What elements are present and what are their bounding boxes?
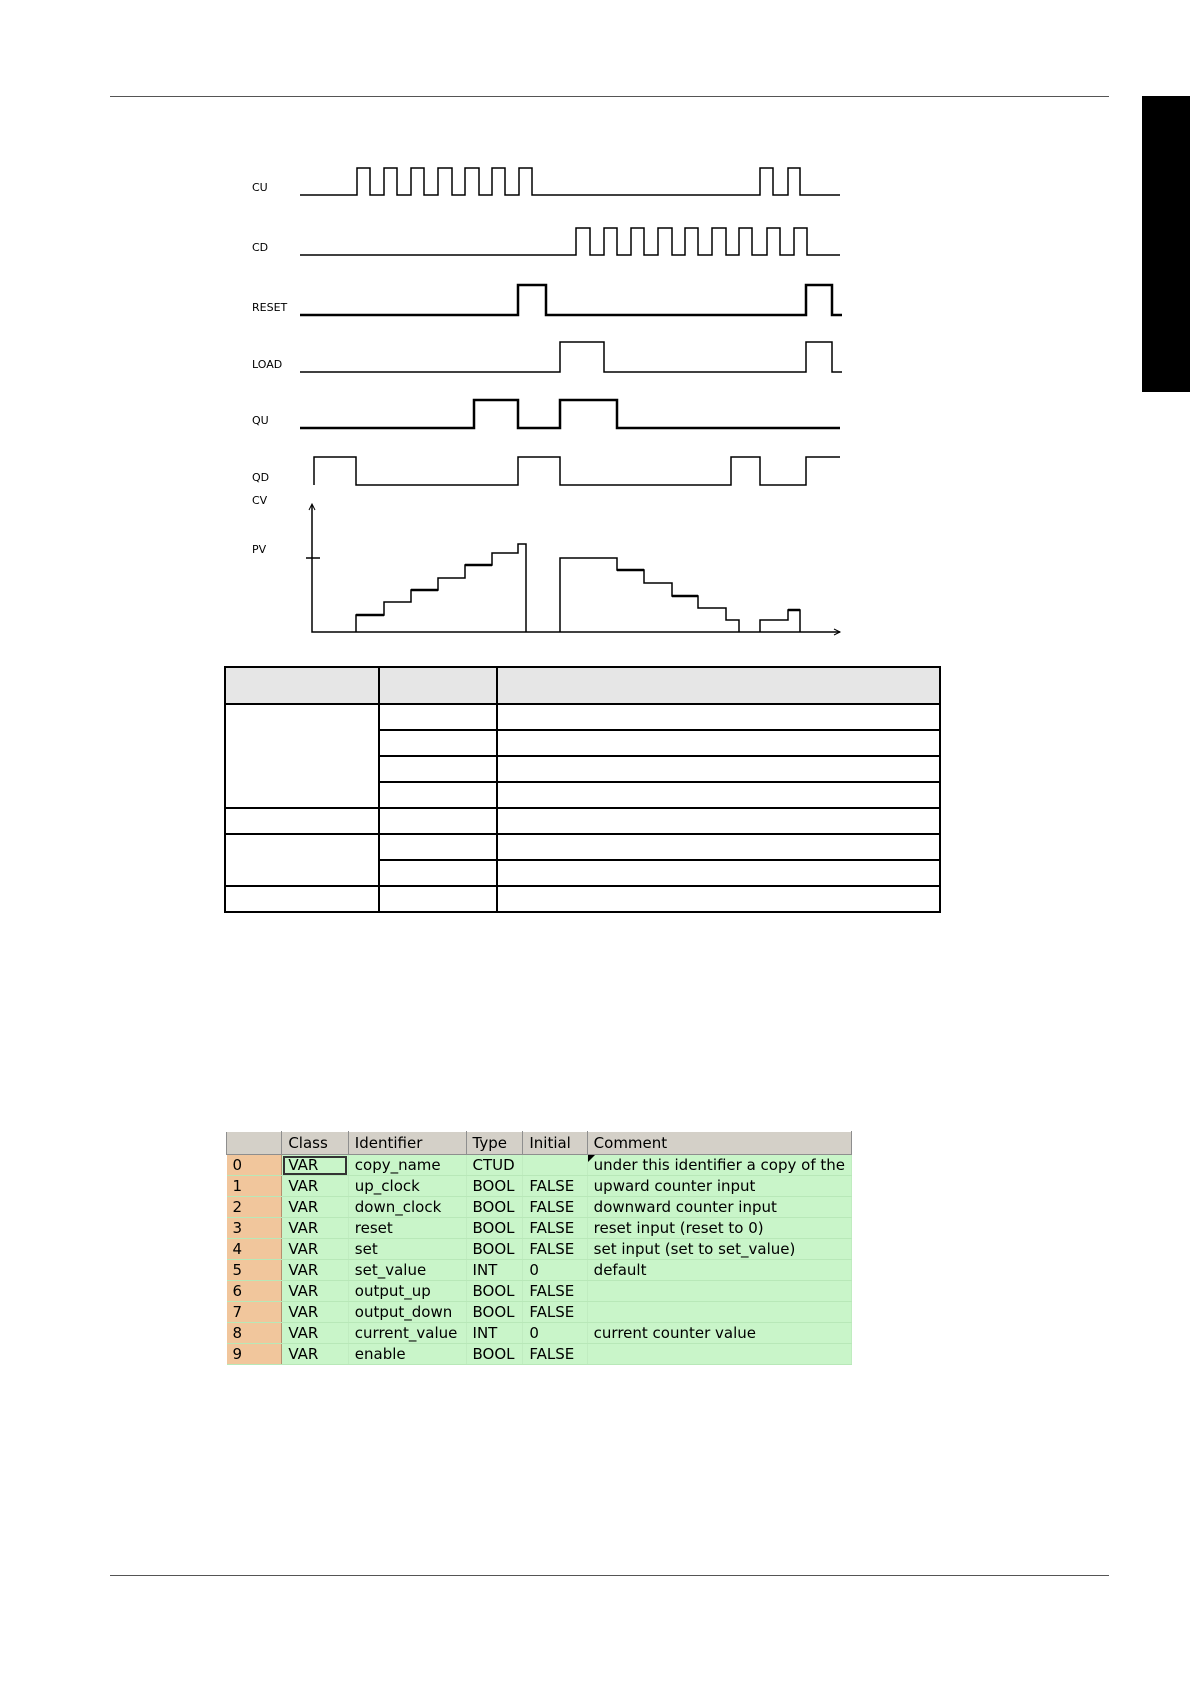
identifier-cell[interactable]: current_value bbox=[348, 1323, 466, 1344]
class-cell[interactable]: VAR bbox=[282, 1302, 348, 1323]
initial-cell[interactable]: FALSE bbox=[523, 1239, 587, 1260]
comment-cell[interactable]: upward counter input bbox=[587, 1176, 851, 1197]
comment-cell[interactable]: reset input (reset to 0) bbox=[587, 1218, 851, 1239]
type-cell[interactable]: BOOL bbox=[466, 1197, 523, 1218]
identifier-cell[interactable]: output_down bbox=[348, 1302, 466, 1323]
type-cell[interactable]: INT bbox=[466, 1260, 523, 1281]
table-row[interactable] bbox=[227, 1155, 852, 1176]
class-cell[interactable]: VAR bbox=[282, 1323, 348, 1344]
initial-cell[interactable]: FALSE bbox=[523, 1302, 587, 1323]
cv-axes bbox=[312, 505, 840, 632]
cv-staircase bbox=[356, 544, 526, 632]
class-cell[interactable]: VAR bbox=[282, 1239, 348, 1260]
type-cell[interactable]: INT bbox=[466, 1323, 523, 1344]
class-cell[interactable]: VAR bbox=[282, 1176, 348, 1197]
comment-cell[interactable]: downward counter input bbox=[587, 1197, 851, 1218]
signal-label-cv: CV bbox=[252, 494, 268, 507]
row-number[interactable]: 3 bbox=[227, 1218, 282, 1239]
class-cell[interactable]: VAR bbox=[282, 1281, 348, 1302]
comment-cell[interactable]: under this identifier a copy of the bbox=[587, 1155, 851, 1176]
class-cell[interactable]: VAR bbox=[282, 1197, 348, 1218]
initial-cell[interactable] bbox=[523, 1155, 587, 1176]
type-cell[interactable]: BOOL bbox=[466, 1302, 523, 1323]
column-header-initial[interactable]: Initial bbox=[523, 1132, 587, 1155]
row-number[interactable]: 8 bbox=[227, 1323, 282, 1344]
initial-cell[interactable]: FALSE bbox=[523, 1281, 587, 1302]
type-cell[interactable]: CTUD bbox=[466, 1155, 523, 1176]
column-header-class[interactable]: Class bbox=[282, 1132, 348, 1155]
table-row[interactable] bbox=[227, 1218, 852, 1239]
signal-label-pv: PV bbox=[252, 543, 267, 556]
table-row[interactable] bbox=[227, 1323, 852, 1344]
column-header-comment[interactable]: Comment bbox=[587, 1132, 851, 1155]
cd-waveform bbox=[300, 228, 840, 255]
row-number[interactable]: 6 bbox=[227, 1281, 282, 1302]
cv-staircase-final bbox=[760, 610, 800, 632]
identifier-cell[interactable]: up_clock bbox=[348, 1176, 466, 1197]
type-cell[interactable]: BOOL bbox=[466, 1218, 523, 1239]
row-number[interactable]: 5 bbox=[227, 1260, 282, 1281]
row-number[interactable]: 4 bbox=[227, 1239, 282, 1260]
row-number[interactable]: 0 bbox=[227, 1155, 282, 1176]
initial-cell[interactable]: 0 bbox=[523, 1323, 587, 1344]
cu-waveform bbox=[300, 168, 840, 195]
identifier-cell[interactable]: set bbox=[348, 1239, 466, 1260]
type-cell[interactable]: BOOL bbox=[466, 1239, 523, 1260]
qu-waveform bbox=[300, 400, 840, 428]
comment-cell[interactable] bbox=[587, 1302, 851, 1323]
table-row[interactable] bbox=[227, 1239, 852, 1260]
table-row[interactable] bbox=[227, 1260, 852, 1281]
comment-cell[interactable]: set input (set to set_value) bbox=[587, 1239, 851, 1260]
identifier-cell[interactable]: reset bbox=[348, 1218, 466, 1239]
load-waveform bbox=[300, 342, 842, 372]
variable-declaration-grid bbox=[226, 1131, 852, 1365]
header-rule bbox=[110, 96, 1109, 97]
initial-cell[interactable]: 0 bbox=[523, 1260, 587, 1281]
signal-label-cd: CD bbox=[252, 241, 269, 254]
column-header-identifier[interactable]: Identifier bbox=[348, 1132, 466, 1155]
reset-waveform bbox=[300, 285, 842, 315]
comment-cell[interactable] bbox=[587, 1281, 851, 1302]
table-row[interactable] bbox=[227, 1344, 852, 1365]
row-number[interactable]: 2 bbox=[227, 1197, 282, 1218]
type-cell[interactable]: BOOL bbox=[466, 1344, 523, 1365]
row-number[interactable]: 9 bbox=[227, 1344, 282, 1365]
comment-cell[interactable] bbox=[587, 1344, 851, 1365]
identifier-cell[interactable]: set_value bbox=[348, 1260, 466, 1281]
signal-label-reset: RESET bbox=[252, 301, 288, 314]
signal-label-cu: CU bbox=[252, 181, 268, 194]
row-number[interactable]: 1 bbox=[227, 1176, 282, 1197]
table-row[interactable] bbox=[227, 1197, 852, 1218]
table-row[interactable] bbox=[227, 1281, 852, 1302]
type-cell[interactable]: BOOL bbox=[466, 1176, 523, 1197]
identifier-cell[interactable]: output_up bbox=[348, 1281, 466, 1302]
table-row[interactable] bbox=[227, 1176, 852, 1197]
class-cell[interactable]: VAR bbox=[282, 1155, 348, 1176]
initial-cell[interactable]: FALSE bbox=[523, 1176, 587, 1197]
signal-label-load: LOAD bbox=[252, 358, 283, 371]
qd-waveform bbox=[314, 457, 840, 485]
type-cell[interactable]: BOOL bbox=[466, 1281, 523, 1302]
table-row[interactable] bbox=[227, 1302, 852, 1323]
initial-cell[interactable]: FALSE bbox=[523, 1218, 587, 1239]
section-tab-marker bbox=[1142, 96, 1190, 392]
signal-label-qd: QD bbox=[252, 471, 270, 484]
io-description-table bbox=[224, 666, 941, 913]
identifier-cell[interactable]: down_clock bbox=[348, 1197, 466, 1218]
initial-cell[interactable]: FALSE bbox=[523, 1197, 587, 1218]
class-cell[interactable]: VAR bbox=[282, 1260, 348, 1281]
comment-cell[interactable]: default bbox=[587, 1260, 851, 1281]
initial-cell[interactable]: FALSE bbox=[523, 1344, 587, 1365]
class-cell[interactable]: VAR bbox=[282, 1218, 348, 1239]
signal-label-qu: QU bbox=[252, 414, 269, 427]
identifier-cell[interactable]: enable bbox=[348, 1344, 466, 1365]
row-number[interactable]: 7 bbox=[227, 1302, 282, 1323]
identifier-cell[interactable]: copy_name bbox=[348, 1155, 466, 1176]
column-header-type[interactable]: Type bbox=[466, 1132, 523, 1155]
class-cell[interactable]: VAR bbox=[282, 1344, 348, 1365]
footer-rule bbox=[110, 1575, 1109, 1576]
comment-cell[interactable]: current counter value bbox=[587, 1323, 851, 1344]
timing-diagram bbox=[240, 150, 860, 650]
grid-corner bbox=[227, 1132, 282, 1155]
cv-staircase-down bbox=[560, 558, 739, 632]
